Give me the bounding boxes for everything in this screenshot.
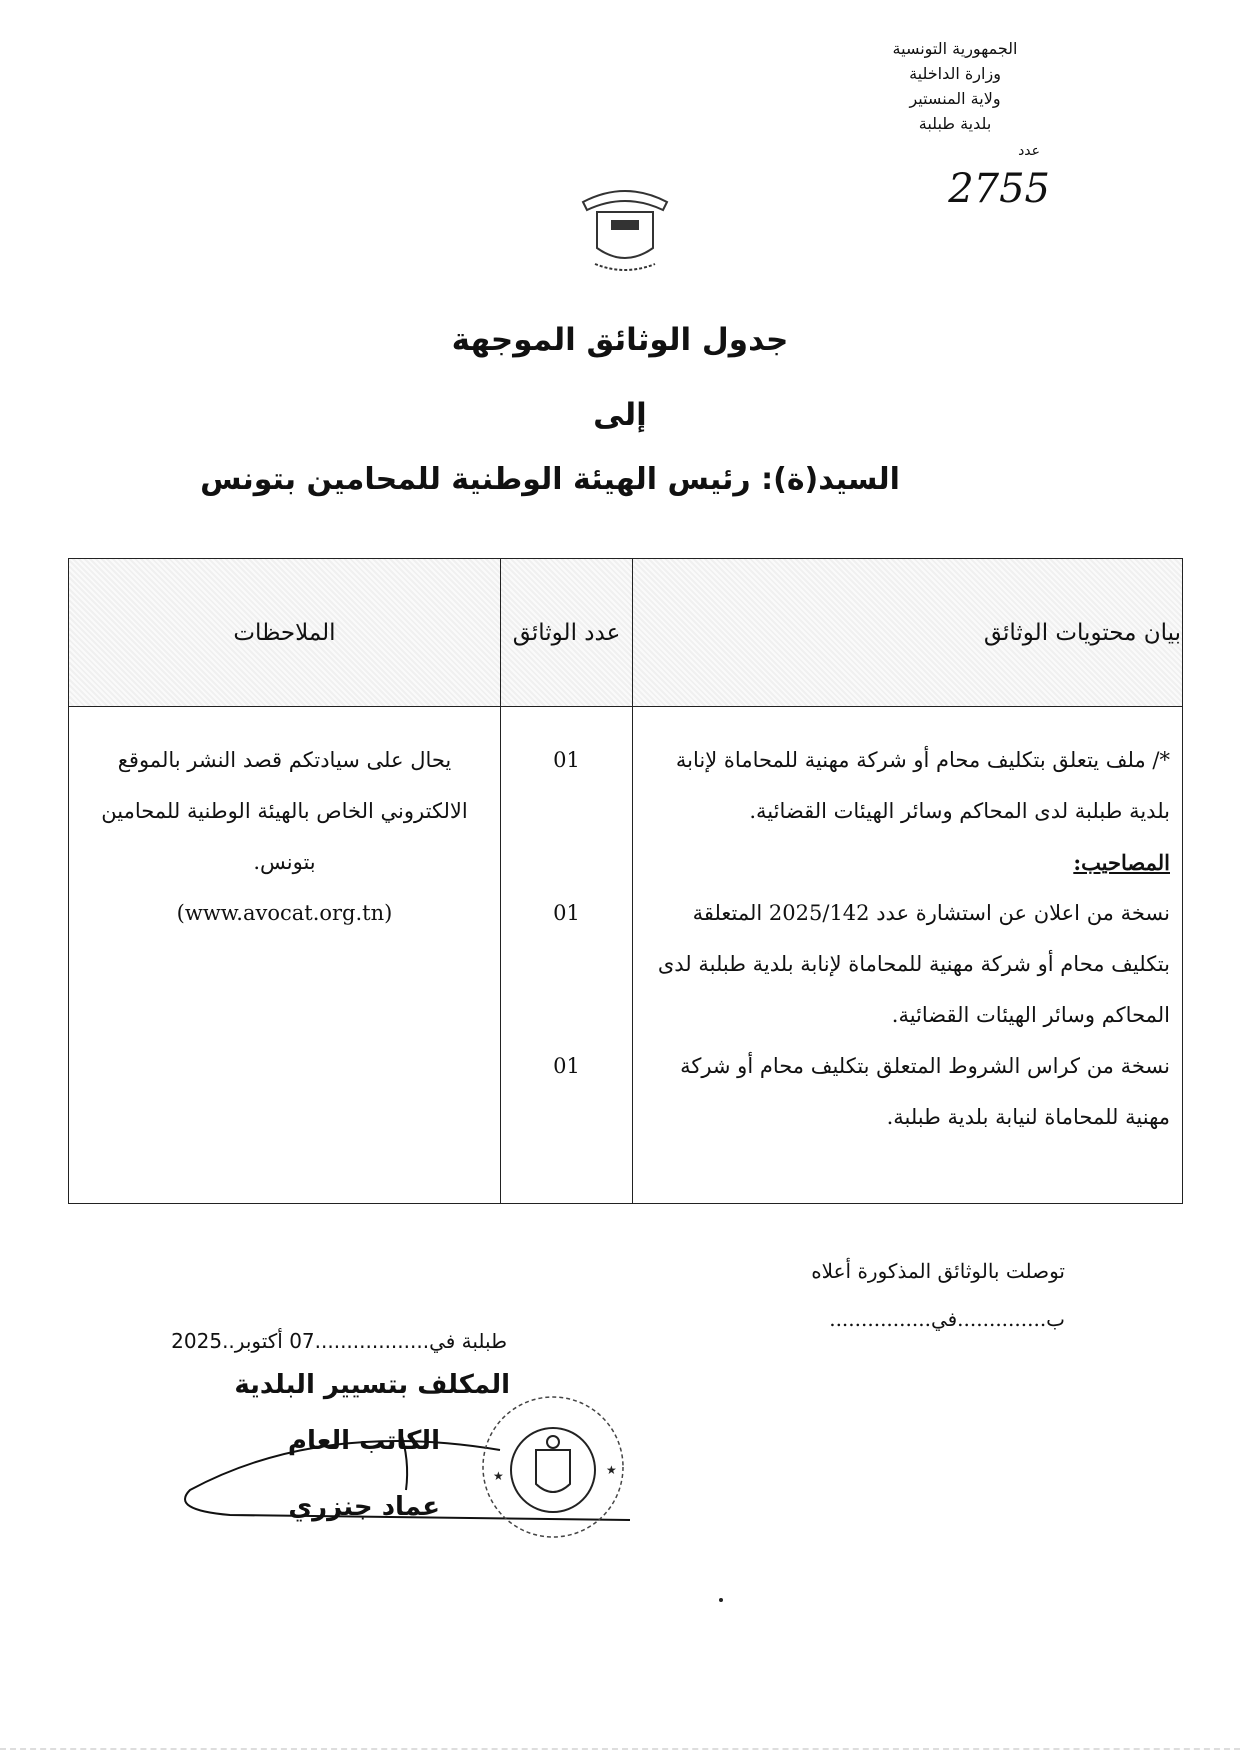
count: 01 [553, 901, 580, 925]
header-line: بلدية طبلبة [918, 114, 992, 133]
to-label: إلى [593, 397, 647, 433]
signatory-name: عماد جنزري [288, 1492, 440, 1522]
reference-label: عدد [1018, 143, 1040, 159]
header-block [845, 36, 1065, 136]
contents-cell [633, 707, 1183, 1204]
header-line: وزارة الداخلية [909, 64, 1001, 83]
reference-number: 2755 [948, 166, 1050, 212]
documents-table [68, 558, 1183, 1204]
mark-dot [719, 1598, 723, 1602]
header-line: الجمهورية التونسية [892, 39, 1018, 58]
receipt-line: توصلت بالوثائق المذكورة أعلاه [811, 1259, 1065, 1283]
notes-url: (www.avocat.org.tn) [176, 901, 393, 925]
header-count: عدد الوثائق [501, 559, 633, 707]
issue-date: طبلبة في..................07 أكتوبر..2025 [171, 1329, 507, 1353]
table-row [69, 707, 1183, 1204]
recipient: السيد(ة): رئيس الهيئة الوطنية للمحامين بتونس [200, 462, 900, 497]
svg-text:★: ★ [606, 1463, 617, 1477]
notes-text: يحال على سيادتكم قصد النشر بالموقع الالكتروني الخاص بالهيئة الوطنية للمحامين بتونس. [101, 748, 468, 874]
attachment-item: نسخة من كراس الشروط المتعلق بتكليف محام أو شركة مهنية للمحاماة لنيابة بلدية طبلبة. [680, 1054, 1170, 1129]
main-item: */ ملف يتعلق بتكليف محام أو شركة مهنية للمحاماة لإنابة بلدية طبلبة لدى المحاكم وسائر الهيئات القضائية. [675, 748, 1170, 823]
official-stamp [478, 1392, 628, 1542]
scan-edge [0, 1748, 1240, 1750]
page-title: جدول الوثائق الموجهة [451, 322, 789, 358]
count-cell [501, 707, 633, 1204]
notes-cell [69, 707, 501, 1204]
header-contents: بيان محتويات الوثائق [633, 559, 1183, 707]
signatory-title: الكاتب العام [287, 1426, 440, 1456]
signatory-role: المكلف بتسيير البلدية [234, 1370, 510, 1400]
receipt-place-date: ب..............في................ [829, 1307, 1065, 1331]
count: 01 [553, 748, 580, 772]
table-header-row [69, 559, 1183, 707]
count: 01 [553, 1054, 580, 1078]
attachment-item: نسخة من اعلان عن استشارة عدد 2025/142 المتعلقة بتكليف محام أو شركة مهنية للمحاماة لإنابة بلدية طبلبة لدى المحاكم وسائر الهيئات القضائية. [657, 901, 1170, 1027]
svg-text:★: ★ [493, 1469, 504, 1483]
attachments-label: المصاحيب: [1073, 850, 1170, 875]
header-line: ولاية المنستير [909, 89, 1001, 108]
municipality-emblem [575, 184, 675, 278]
header-notes: الملاحظات [69, 559, 501, 707]
